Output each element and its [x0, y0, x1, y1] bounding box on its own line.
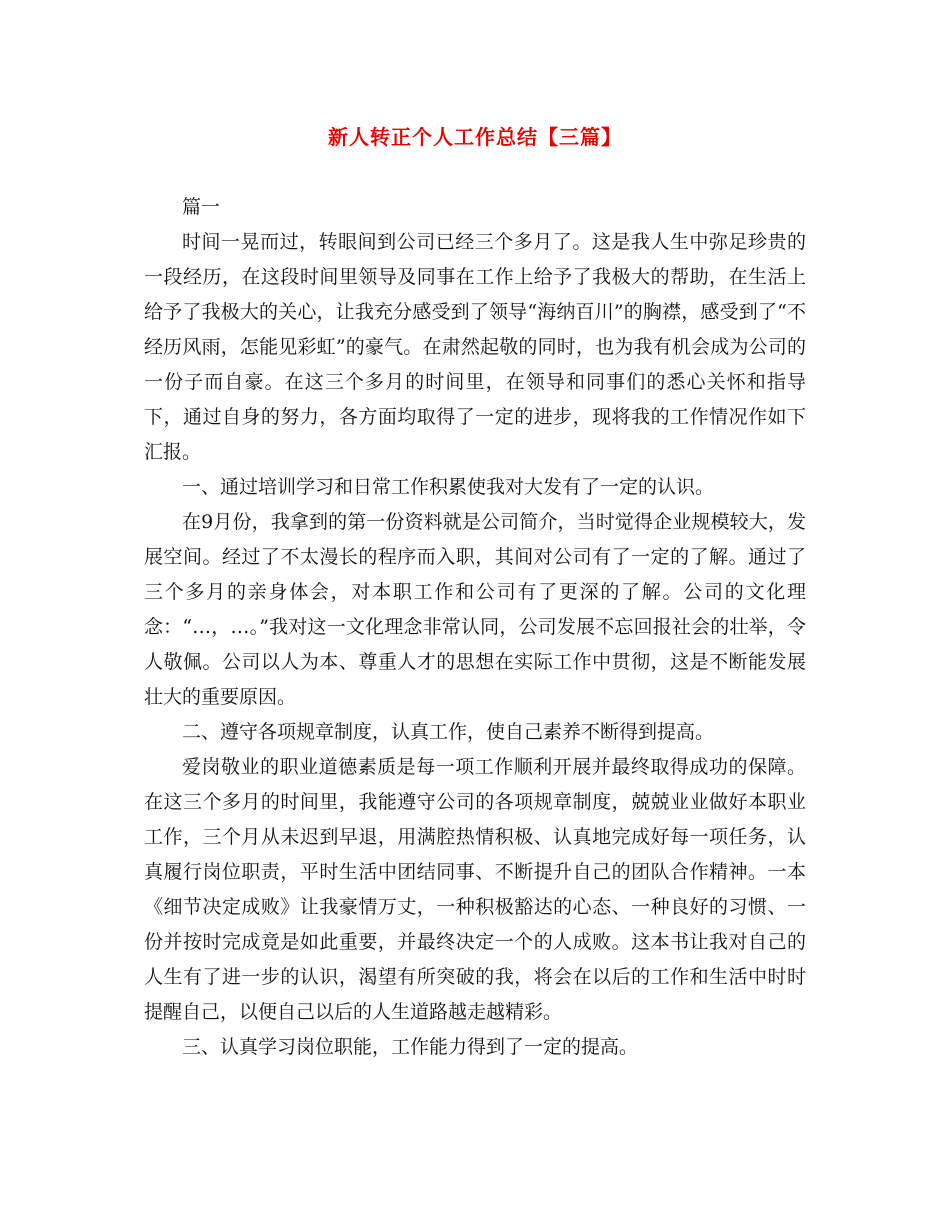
body-paragraph: 爱岗敬业的职业道德素质是每一项工作顺利开展并最终取得成功的保障。在这三个多月的时间里，我能遵守公司的各项规章制度，兢兢业业做好本职业工作，三个月从未迟到早退，用满腔热情积极、认真地完成好每一项任务，认真履行岗位职责，平时生活中团结同事、不断提升自己的团队合作精神。一本《细节决定成败》让我豪情万丈，一种积极豁达的心态、一种良好的习惯、一份并按时完成竟是如此重要，并最终决定一个的人成败。这本书让我对自己的人生有了进一步的认识，渴望有所突破的我，将会在以后的工作和生活中时时提醒自己，以便自己以后的人生道路越走越精彩。: [144, 756, 806, 1023]
body-paragraph: 时间一晃而过，转眼间到公司已经三个多月了。这是我人生中弥足珍贵的一段经历，在这段时间里领导及同事在工作上给予了我极大的帮助，在生活上给予了我极大的关心，让我充分感受到了领导“海纳百川”的胸襟，感受到了“不经历风雨，怎能见彩虹”的豪气。在肃然起敬的同时，也为我有机会成为公司的一份子而自豪。在这三个多月的时间里，在领导和同事们的悉心关怀和指导下，通过自身的努力，各方面均取得了一定的进步，现将我的工作情况作如下汇报。: [144, 231, 806, 463]
document-title: 新人转正个人工作总结【三篇】: [328, 125, 622, 149]
document-body: [144, 190, 806, 1065]
body-paragraph: 在9月份，我拿到的第一份资料就是公司简介，当时觉得企业规模较大，发展空间。经过了不太漫长的程序而入职，其间对公司有了一定的了解。通过了三个多月的亲身体会，对本职工作和公司有了更深的了解。公司的文化理念：“…，…。”我对这一文化理念非常认同，公司发展不忘回报社会的壮举，令人敬佩。公司以人为本、尊重人才的思想在实际工作中贯彻，这是不断能发展壮大的重要原因。: [144, 511, 806, 708]
subsection-heading: 二、遵守各项规章制度，认真工作，使自己素养不断得到提高。: [182, 721, 715, 743]
subsection-heading: 一、通过培训学习和日常工作积累使我对大发有了一定的认识。: [182, 476, 715, 498]
subsection-heading: 三、认真学习岗位职能，工作能力得到了一定的提高。: [182, 1036, 639, 1058]
section-heading: 篇一: [182, 196, 221, 218]
